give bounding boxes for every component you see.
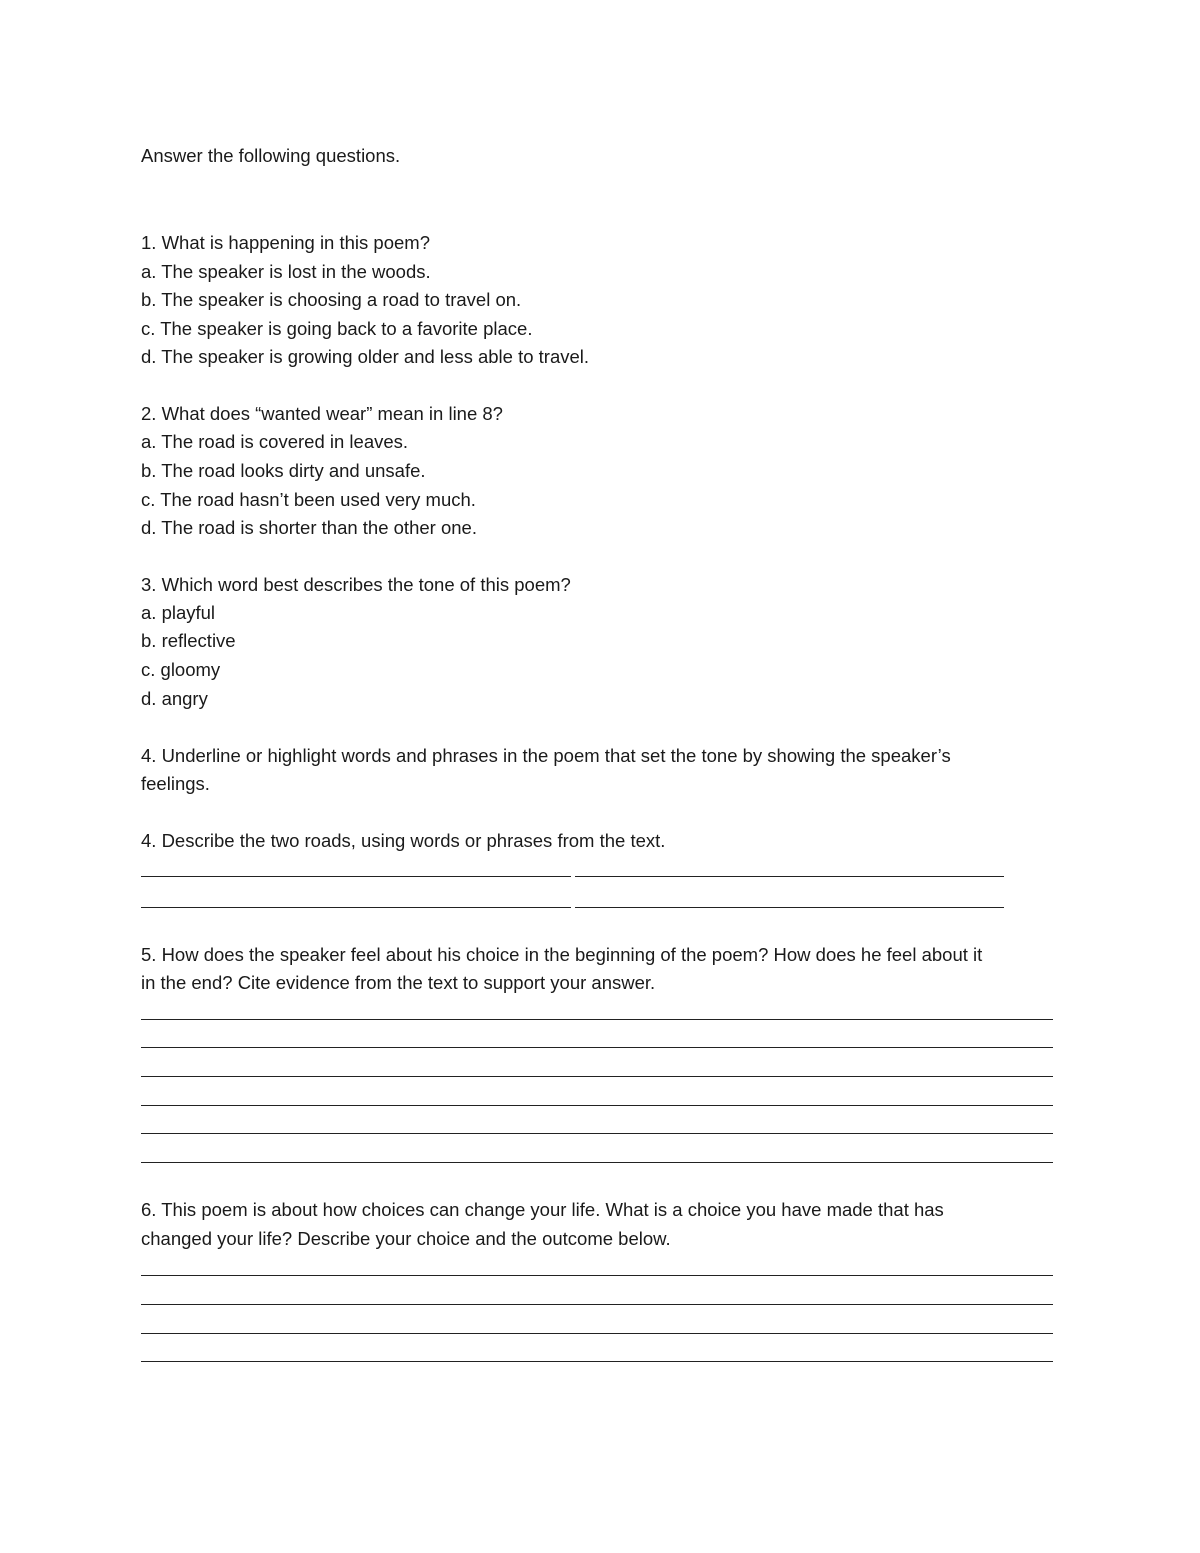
q3-option-a: a. playful [141,602,216,623]
question-4-underline-line2: feelings. [141,773,210,794]
answer-line[interactable] [141,1361,1053,1362]
question-6-line1: 6. This poem is about how choices can change your life. What is a choice you have made that has [141,1199,944,1220]
q1-option-d: d. The speaker is growing older and less able to travel. [141,346,590,367]
q3-option-b: b. reflective [141,630,236,651]
answer-line[interactable] [141,1333,1053,1334]
answer-line[interactable] [141,1275,1053,1276]
question-5-line1: 5. How does the speaker feel about his choice in the beginning of the poem? How does he feel about it [141,944,983,965]
question-5-line2: in the end? Cite evidence from the text to support your answer. [141,972,656,993]
answer-line[interactable] [141,1105,1053,1106]
q3-option-d: d. angry [141,688,208,709]
q2-option-a: a. The road is covered in leaves. [141,431,409,452]
answer-line[interactable] [141,876,571,877]
answer-line[interactable] [141,1162,1053,1163]
answer-line[interactable] [141,1304,1053,1305]
answer-line[interactable] [141,1047,1053,1048]
q2-option-b: b. The road looks dirty and unsafe. [141,460,426,481]
answer-line[interactable] [141,907,571,908]
answer-line[interactable] [141,1076,1053,1077]
question-1: 1. What is happening in this poem? [141,232,430,253]
question-3: 3. Which word best describes the tone of this poem? [141,574,571,595]
answer-line[interactable] [141,1019,1053,1020]
q1-option-b: b. The speaker is choosing a road to travel on. [141,289,522,310]
question-4-describe-roads: 4. Describe the two roads, using words or phrases from the text. [141,830,666,851]
q3-option-c: c. gloomy [141,659,221,680]
question-2: 2. What does “wanted wear” mean in line 8? [141,403,503,424]
question-4-underline-line1: 4. Underline or highlight words and phrases in the poem that set the tone by showing the speaker’s [141,745,951,766]
question-6-line2: changed your life? Describe your choice and the outcome below. [141,1228,671,1249]
answer-line[interactable] [141,1133,1053,1134]
q2-option-d: d. The road is shorter than the other one. [141,517,477,538]
q1-option-c: c. The speaker is going back to a favorite place. [141,318,533,339]
q2-option-c: c. The road hasn’t been used very much. [141,489,476,510]
answer-line[interactable] [575,876,1004,877]
answer-line[interactable] [575,907,1004,908]
instructions: Answer the following questions. [141,145,401,166]
q1-option-a: a. The speaker is lost in the woods. [141,261,431,282]
